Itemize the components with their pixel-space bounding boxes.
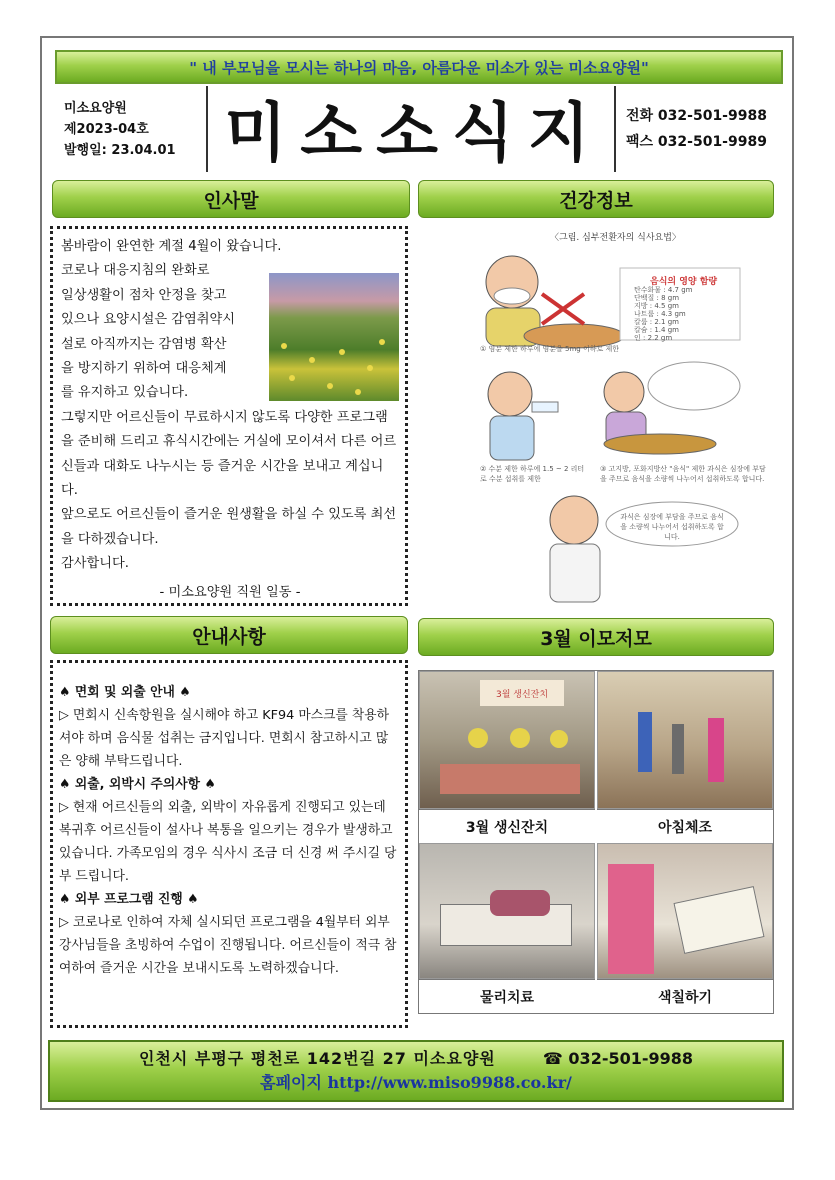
birthday-banner: 3월 생신잔치 [480, 680, 564, 706]
nutrition-row: 인 : 2.2 gm [634, 334, 673, 342]
health-chart-title: 〈그림. 심부전환자의 식사요법〉 [550, 233, 681, 243]
phone-number: 전화 032-501-9988 [626, 108, 767, 124]
greeting-line: 코로나 대응지침의 완화로 [61, 263, 210, 279]
greeting-line: 일상생활이 점차 안정을 찾고 [61, 287, 227, 303]
photo-physical-therapy [419, 843, 595, 979]
contact-info [614, 86, 784, 172]
health-illustration [424, 224, 780, 614]
org-name: 미소요양원 [64, 100, 127, 116]
nutrition-row: 탄수화물 : 4.7 gm [634, 286, 693, 294]
fax-number: 팩스 032-501-9989 [626, 134, 767, 150]
issue-info [54, 86, 208, 172]
doctor-bubble: 과식은 심장에 부담을 주므로 음식을 소량씩 나누어서 섭취하도록 합니다. [620, 513, 724, 541]
greeting-paragraph: 앞으로도 어르신들이 즐거운 원생활을 하실 수 있도록 최선을 다하겠습니다. [61, 507, 397, 547]
photo-birthday-party [419, 671, 595, 809]
masthead [54, 86, 784, 172]
photo-grid [418, 670, 774, 1014]
caption-salt: ① 염분 제한 하루에 염분을 5mg 이하로 제한 [480, 345, 619, 353]
greeting-signature: - 미소요양원 직원 일동 - [159, 584, 301, 600]
photo-coloring [597, 843, 773, 979]
greeting-line: 을 방지하기 위하여 대응체계 [61, 361, 227, 377]
gallery-heading: 3월 이모저모 [418, 618, 774, 656]
notice-box [50, 660, 408, 1028]
caption-coloring: 색칠하기 [597, 979, 773, 1013]
greeting-line: 봄바람이 완연한 계절 4월이 왔습니다. [61, 239, 282, 254]
nutrition-row: 단백질 : 8 gm [634, 294, 680, 302]
caption-exercise: 아침체조 [597, 809, 773, 843]
notice-title-outing: ♠ 외출, 외박시 주의사항 ♠ [59, 777, 216, 792]
notice-title-program: ♠ 외부 프로그램 진행 ♠ [59, 892, 199, 907]
greeting-box [50, 226, 408, 606]
footer-phone: ☎ 032-501-9988 [542, 1049, 694, 1068]
footer-address: 인천시 부평구 평천로 142번길 27 미소요양원 [138, 1049, 496, 1068]
nutrition-title: 음식의 영양 함량 [650, 277, 718, 287]
greeting-paragraph: 감사합니다. [61, 556, 129, 572]
health-heading: 건강정보 [418, 180, 774, 218]
caption-water: ② 수분 제한 하루에 1.5 ~ 2 리터로 수분 섭취를 제한 [480, 465, 585, 483]
greeting-heading: 인사말 [52, 180, 410, 218]
greeting-line: 설로 아직까지는 감염병 확산 [61, 336, 227, 352]
caption-therapy: 물리치료 [419, 979, 595, 1013]
publish-date: 발행일: 23.04.01 [64, 142, 176, 158]
notice-text-program: ▷ 코로나로 인하여 자체 실시되던 프로그램을 4월부터 외부 강사님들을 초빙하여 수업이 진행됩니다. 어르신들이 적극 참여하여 즐거운 시간을 보내시도록 노력하겠습니다. [59, 915, 397, 976]
homepage-link[interactable]: 홈페이지 http://www.miso9988.co.kr/ [260, 1073, 572, 1092]
nutrition-row: 나트륨 : 4.3 gm [634, 310, 686, 318]
newsletter-title: 미소소식지 [224, 96, 604, 171]
issue-number: 제2023-04호 [64, 121, 149, 137]
notice-text-outing: ▷ 현재 어르신들의 외출, 외박이 자유롭게 진행되고 있는데 복귀후 어르신들이 설사나 복통을 일으키는 경우가 발생하고 있습니다. 가족모임의 경우 식사시 조금 더 신경 써 주시길 당부 드립니다. [59, 800, 397, 884]
heart-failure-diet-illustration [424, 224, 780, 614]
footer-contact [139, 1047, 693, 1071]
nutrition-row: 지방 : 4.5 gm [634, 302, 679, 310]
notice-title-visit: ♠ 면회 및 외출 안내 ♠ [59, 685, 191, 700]
photo-morning-exercise [597, 671, 773, 809]
greeting-paragraph: 그렇지만 어르신들이 무료하시지 않도록 다양한 프로그램을 준비해 드리고 휴식시간에는 거실에 모이셔서 다른 어르신들과 대화도 나누시는 등 즐거운 시간을 보내고 계십니다. [61, 409, 397, 499]
flower-field-photo [269, 273, 399, 401]
nutrition-row: 칼슘 : 1.4 gm [634, 326, 679, 334]
caption-birthday: 3월 생신잔치 [419, 809, 595, 843]
slogan-banner: " 내 부모님을 모시는 하나의 마음, 아름다운 미소가 있는 미소요양원" [55, 50, 783, 84]
nutrition-list [634, 286, 692, 342]
footer [48, 1040, 784, 1102]
notice-text-visit: ▷ 면회시 신속항원을 실시해야 하고 KF94 마스크를 착용하셔야 하며 음식물 섭취는 금지입니다. 면회시 참고하시고 많은 양해 부탁드립니다. [59, 708, 389, 769]
greeting-line: 있으나 요양시설은 감염취약시 [61, 312, 235, 328]
notice-heading: 안내사항 [50, 616, 408, 654]
nutrition-row: 칼륨 : 2.1 gm [634, 318, 679, 326]
greeting-line: 를 유지하고 있습니다. [61, 385, 189, 401]
caption-fat: ③ 고지방, 포화지방산 "음식" 제한 과식은 심장에 부담을 주므로 음식을 소량씩 나누어서 섭취하도록 합니다. [600, 465, 766, 483]
